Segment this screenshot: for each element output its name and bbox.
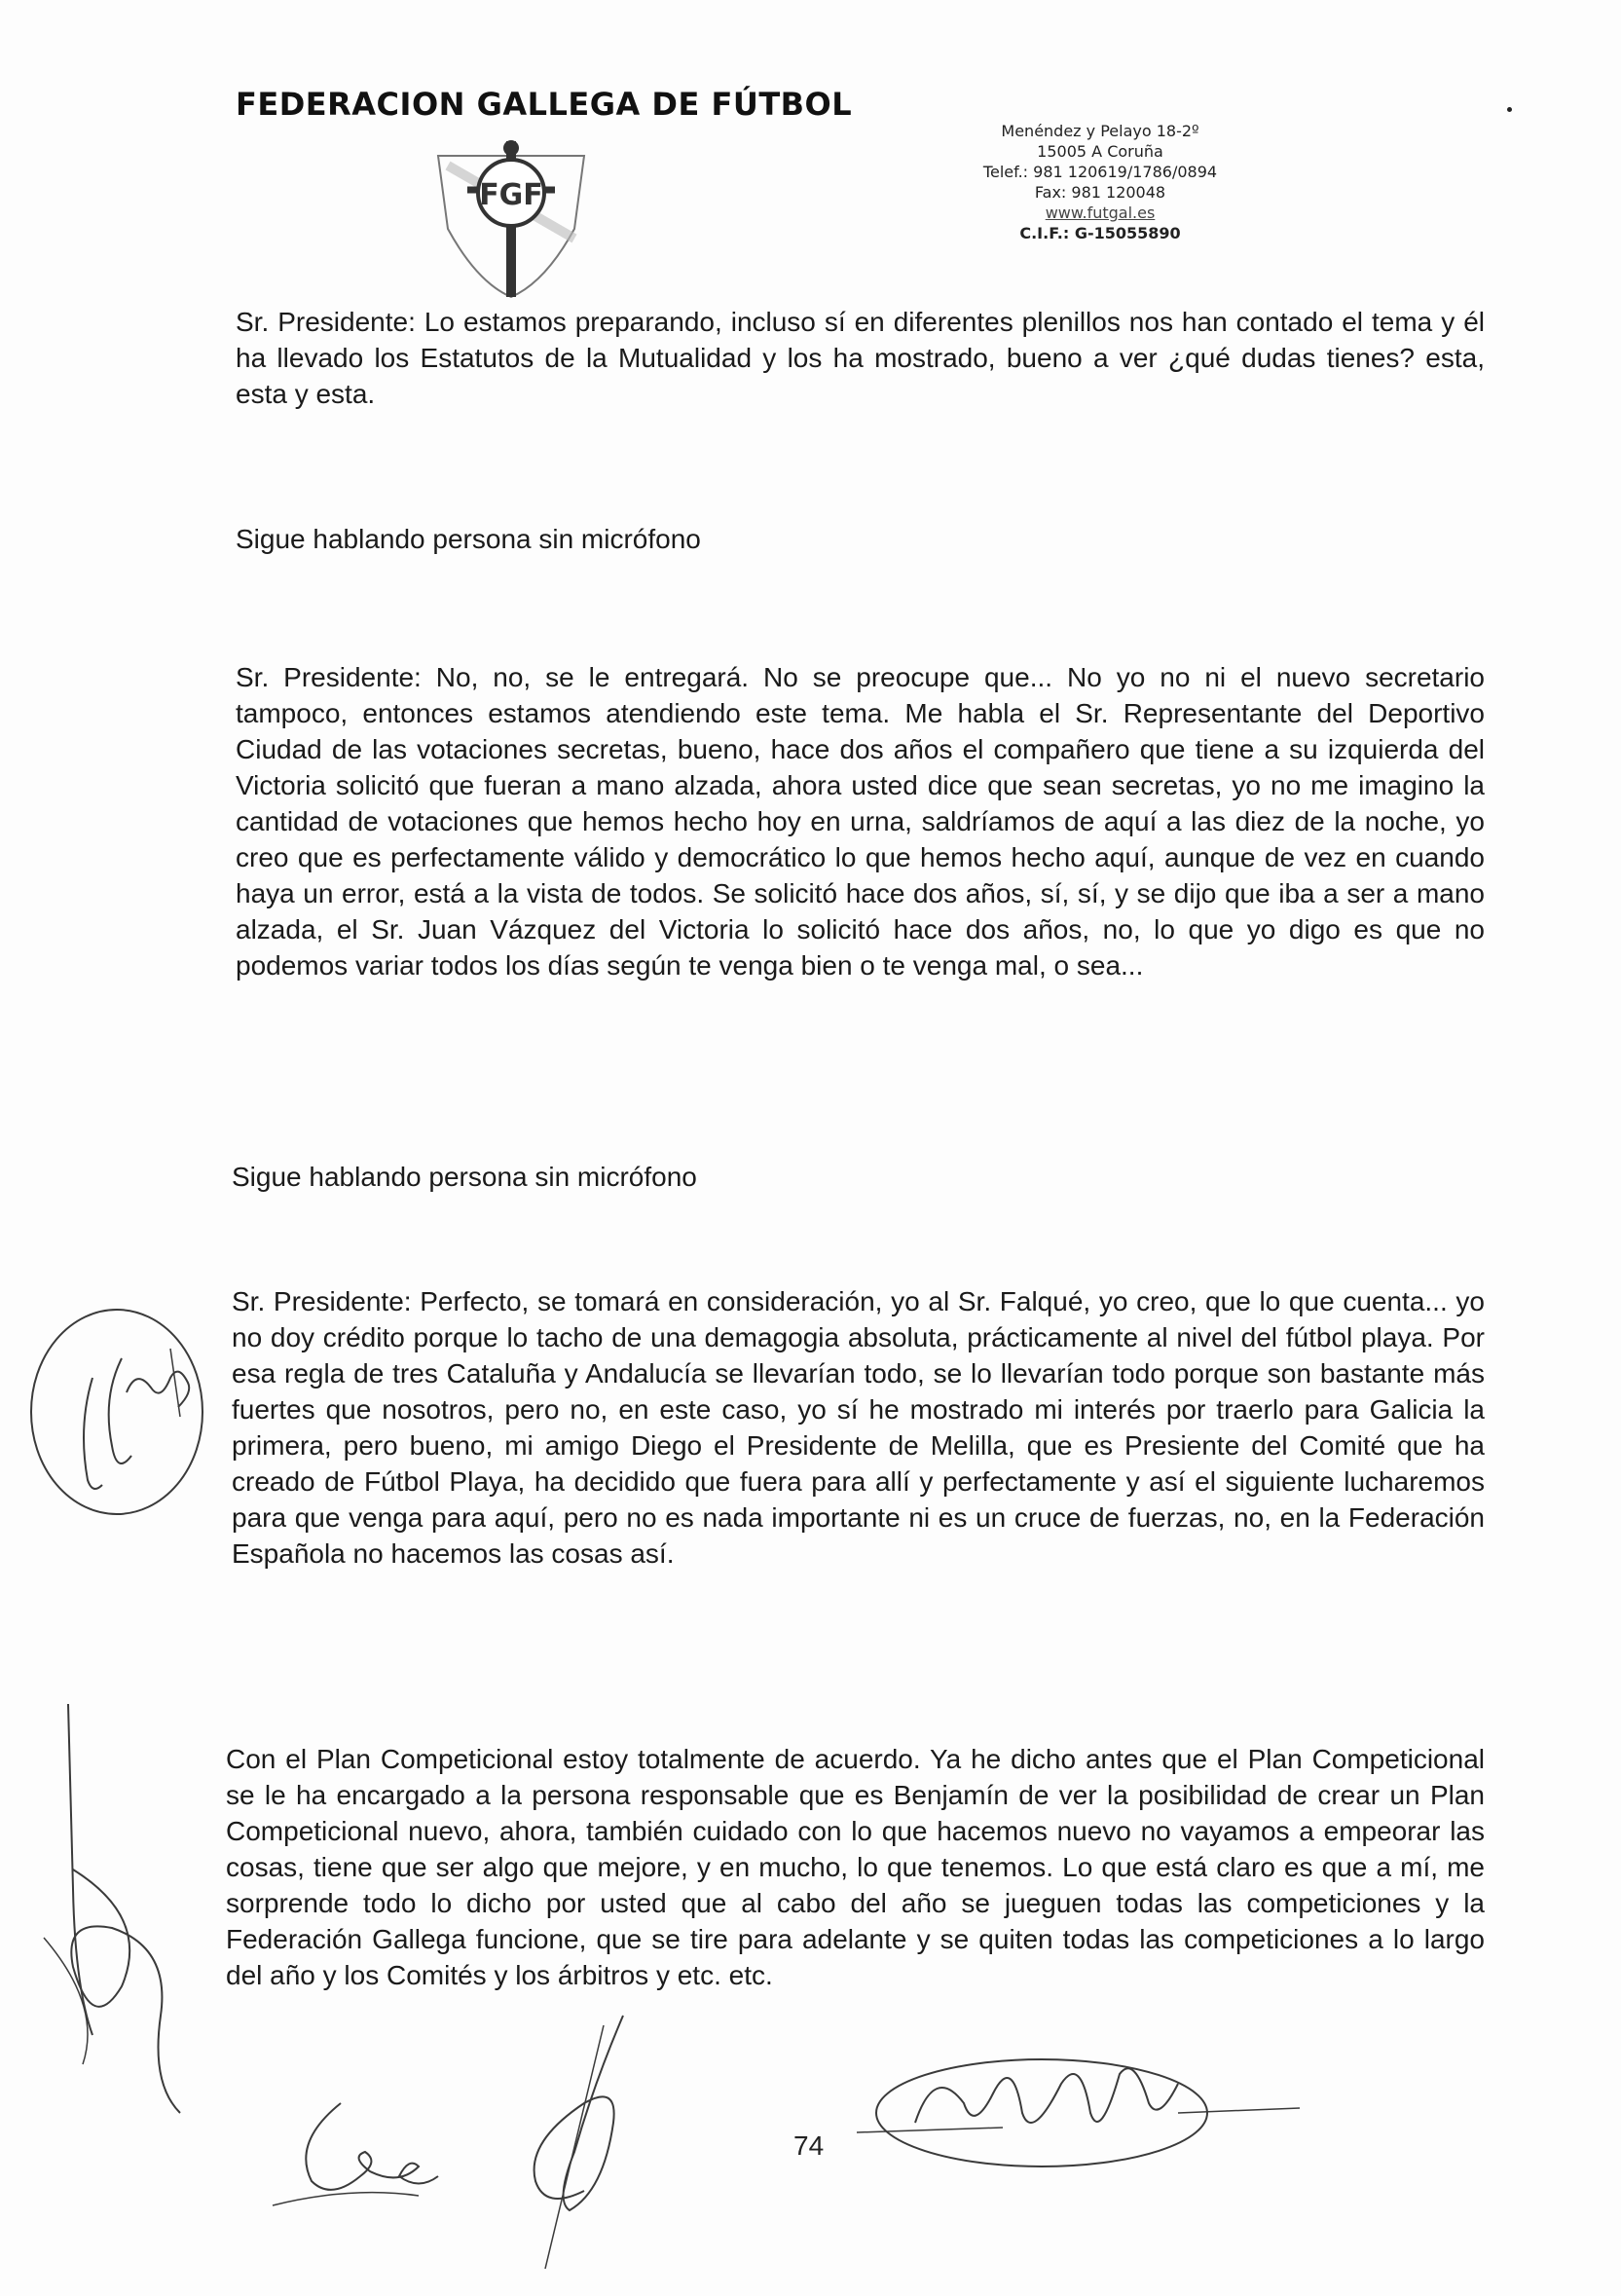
city: 15005 A Coruña: [1037, 142, 1163, 161]
bottom-signature-3: [857, 2035, 1305, 2181]
bottom-signature-2: [487, 2006, 682, 2278]
federation-crest-logo: [428, 136, 594, 302]
contact-block: [935, 121, 1266, 243]
paragraph-plan-competicional: Con el Plan Competicional estoy totalmente de acuerdo. Ya he dicho antes que el Plan Competicional se le ha encargado a la persona responsable que es Benjamín de ver la posibilidad de crear un Plan Competicional nuevo, ahora, también cuidado con lo que hacemos nuevo no vayamos a empeorar las cosas, tiene que ser algo que mejore, y en mucho, lo que tenemos. Lo que está claro es que a mí, me sorprende todo lo dicho por usted que al cabo del año se jueguen todas las competiciones y la Federación Gallega funcione, que se tire para adelante y se quiten todas las competiciones a lo largo del año y los Comités y los árbitros y etc. etc.: [226, 1744, 1485, 1990]
stage-note-1: Sigue hablando persona sin micrófono: [236, 524, 701, 554]
website-link[interactable]: www.futgal.es: [1045, 204, 1156, 222]
fax: Fax: 981 120048: [1034, 183, 1166, 202]
margin-stamp-signature: [24, 1300, 219, 1524]
paragraph-president-3: Sr. Presidente: Perfecto, se tomará en consideración, yo al Sr. Falqué, yo creo, que lo que cuenta... yo no doy crédito porque lo tacho de una demagogia absoluta, prácticamente al nivel del fútbol playa. Por esa regla de tres Cataluña y Andalucía se llevarían todo, se lo llevarían todo porque son bastante más fuertes que nosotros, pero no, en este caso, yo sí he mostrado mi interés por traerlo para Galicia la primera, pero bueno, mi amigo Diego el Presidente de Melilla, que es Presiente del Comité que ha creado de Fútbol Playa, ha decidido que fuera para allí y perfectamente y así el siguiente lucharemos para que venga para aquí, pero no es nada importante ni es un cruce de fuerzas, no, en la Federación Española no hacemos las cosas así.: [232, 1286, 1485, 1569]
paragraph-president-2: Sr. Presidente: No, no, se le entregará. No se preocupe que... No yo no ni el nuevo secretario tampoco, entonces estamos atendiendo este tema. Me habla el Sr. Representante del Deportivo Ciudad de las votaciones secretas, bueno, hace dos años el compañero que tiene a su izquierda del Victoria solicitó que fueran a mano alzada, ahora usted dice que sean secretas, yo no me imagino la cantidad de votaciones que hemos hecho hoy en urna, saldríamos de aquí a las diez de la noche, yo creo que es perfectamente válido y democrático lo que hemos hecho aquí, aunque de vez en cuando haya un error, está a la vista de todos. Se solicitó hace dos años, sí, sí, y se dijo que iba a ser a mano alzada, el Sr. Juan Vázquez del Victoria lo solicitó hace dos años, no, lo que yo digo es que no podemos variar todos los días según te venga bien o te venga mal, o sea...: [236, 662, 1485, 981]
phone: Telef.: 981 120619/1786/0894: [982, 163, 1218, 181]
tax-id: C.I.F.: G-15055890: [1019, 224, 1181, 242]
page-number: 74: [793, 2130, 825, 2161]
bottom-signature-1: [253, 2084, 467, 2220]
federation-name: FEDERACION GALLEGA DE FÚTBOL: [236, 86, 853, 123]
margin-signature-long: [15, 1694, 209, 2142]
margin-dot: [1507, 107, 1512, 112]
crest-letters: FGF: [479, 178, 543, 212]
address: Menéndez y Pelayo 18-2º: [1001, 122, 1199, 140]
paragraph-president-1: Sr. Presidente: Lo estamos preparando, incluso sí en diferentes plenillos nos han contado el tema y él ha llevado los Estatutos de la Mutualidad y los ha mostrado, bueno a ver ¿qué dudas tienes? esta, esta y esta.: [236, 307, 1485, 409]
stage-note-2: Sigue hablando persona sin micrófono: [232, 1162, 697, 1192]
